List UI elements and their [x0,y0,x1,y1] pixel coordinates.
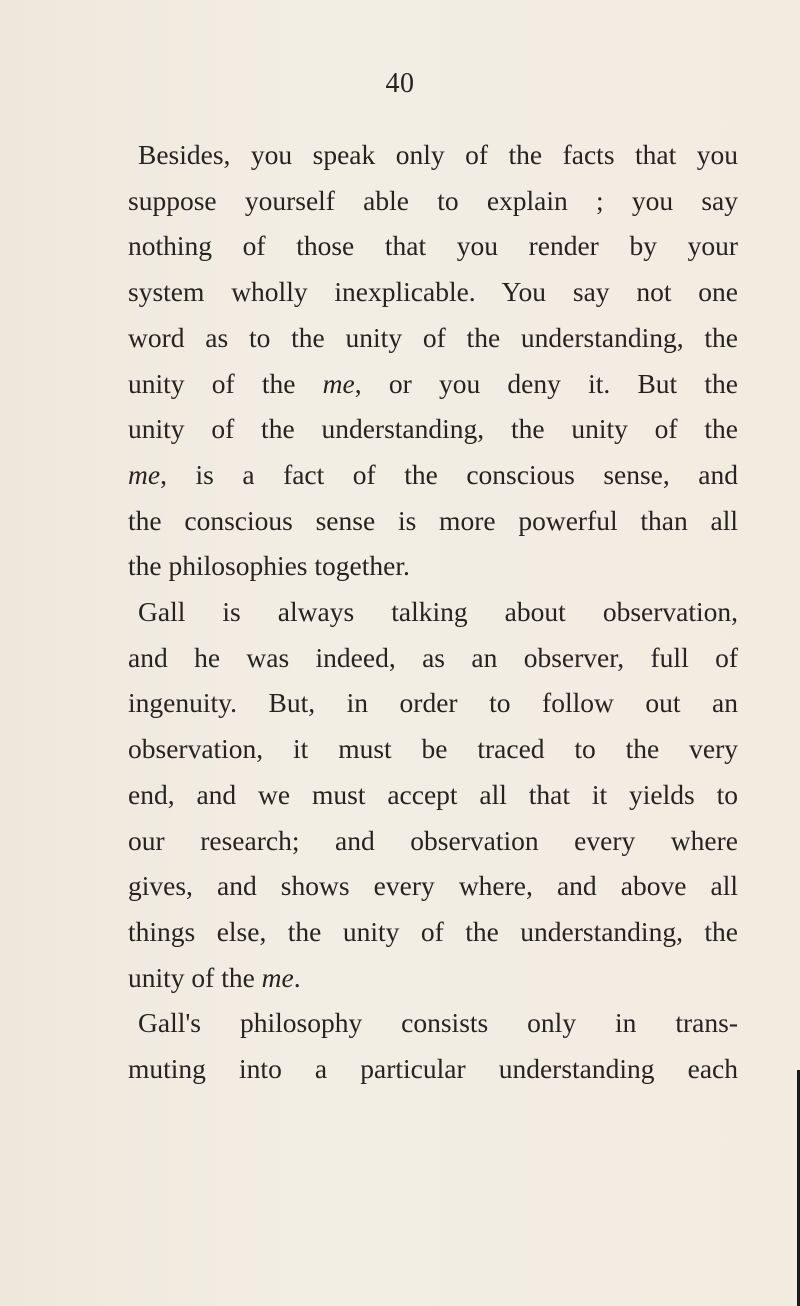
text-line: suppose yourself able to explain ; you say [128,184,738,216]
body-text [128,132,738,1092]
text-line: Besides, you speak only of the facts that you [138,139,738,170]
text-line: our research; and observation every where [128,824,738,856]
text-line: unity of the me. [128,961,301,993]
text-line: nothing of those that you render by your [128,230,738,262]
text-line: end, and we must accept all that it yields to [128,778,738,810]
text-line: unity of the understanding, the unity of the [128,413,738,445]
text-line: unity of the me, or you deny it. But the [128,367,738,399]
text-line: gives, and shows every where, and above all [128,870,738,902]
text-line: observation, it must be traced to the very [128,733,738,765]
text-line: and he was indeed, as an observer, full of [128,641,738,673]
text-line: Gall is always talking about observation, [138,596,738,628]
text-line: word as to the unity of the understanding, the [128,321,738,353]
text-line: muting into a particular understanding each [128,1053,738,1085]
text-line: ingenuity. But, in order to follow out an [128,687,738,719]
text-line: things else, the unity of the understanding, the [128,915,738,947]
text-line: me, is a fact of the conscious sense, and [128,458,738,490]
text-line: the conscious sense is more powerful than all [128,504,738,536]
text-line: Gall's philosophy consists only in trans- [138,1007,738,1039]
text-line: the philosophies together. [128,550,410,582]
page-number: 40 [385,68,415,99]
text-line: system wholly inexplicable. You say not one [128,276,738,308]
